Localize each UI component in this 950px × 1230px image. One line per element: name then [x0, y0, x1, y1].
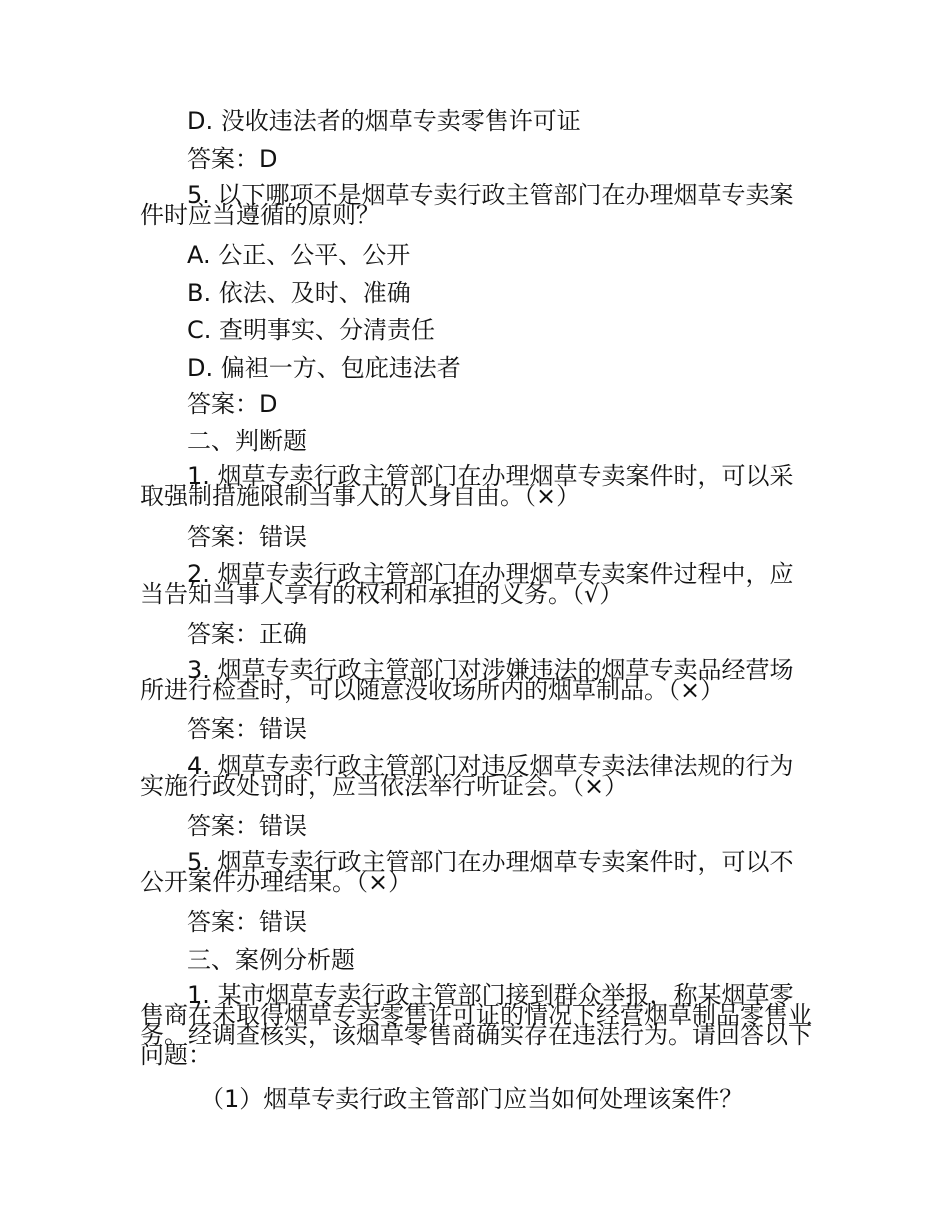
judgement-item-4: 4. 烟草专卖行政主管部门对违反烟草专卖法律法规的行为实施行政处罚时，应当依法举行听证会。（×）	[140, 752, 794, 800]
answer: 答案：错误	[187, 812, 307, 840]
answer: 答案：D	[187, 145, 278, 173]
answer: 答案：错误	[187, 715, 307, 743]
case-item-1: 1. 某市烟草专卖行政主管部门接到群众举报，称某烟草零售商在未取得烟草专卖零售许可证的情况下经营烟草制品零售业务。经调查核实，该烟草零售商确实存在违法行为。请回答以下问题：	[140, 981, 812, 1069]
answer: 答案：正确	[187, 620, 307, 648]
answer: 答案：错误	[187, 523, 307, 551]
answer: 答案：D	[187, 390, 278, 418]
case-question-1: （1）烟草专卖行政主管部门应当如何处理该案件？	[200, 1085, 744, 1113]
judgement-item-3: 3. 烟草专卖行政主管部门对涉嫌违法的烟草专卖品经营场所进行检查时，可以随意没收场所内的烟草制品。（×）	[140, 656, 794, 704]
option-b: B. 依法、及时、准确	[187, 279, 411, 307]
judgement-item-2: 2. 烟草专卖行政主管部门在办理烟草专卖案件过程中，应当告知当事人享有的权利和承担的义务。（√）	[140, 560, 794, 608]
option-c: C. 查明事实、分清责任	[187, 316, 436, 344]
option-d: D. 偏袒一方、包庇违法者	[187, 354, 461, 382]
option-d: D. 没收违法者的烟草专卖零售许可证	[187, 107, 581, 135]
judgement-item-1: 1. 烟草专卖行政主管部门在办理烟草专卖案件时，可以采取强制措施限制当事人的人身自由。（×）	[140, 462, 794, 510]
answer: 答案：错误	[187, 908, 307, 936]
section-heading-judgement: 二、判断题	[187, 427, 307, 455]
section-heading-case: 三、案例分析题	[187, 946, 355, 974]
judgement-item-5: 5. 烟草专卖行政主管部门在办理烟草专卖案件时，可以不公开案件办理结果。（×）	[140, 848, 794, 896]
option-a: A. 公正、公平、公开	[187, 241, 411, 269]
question-5: 5. 以下哪项不是烟草专卖行政主管部门在办理烟草专卖案件时应当遵循的原则？	[140, 181, 794, 229]
